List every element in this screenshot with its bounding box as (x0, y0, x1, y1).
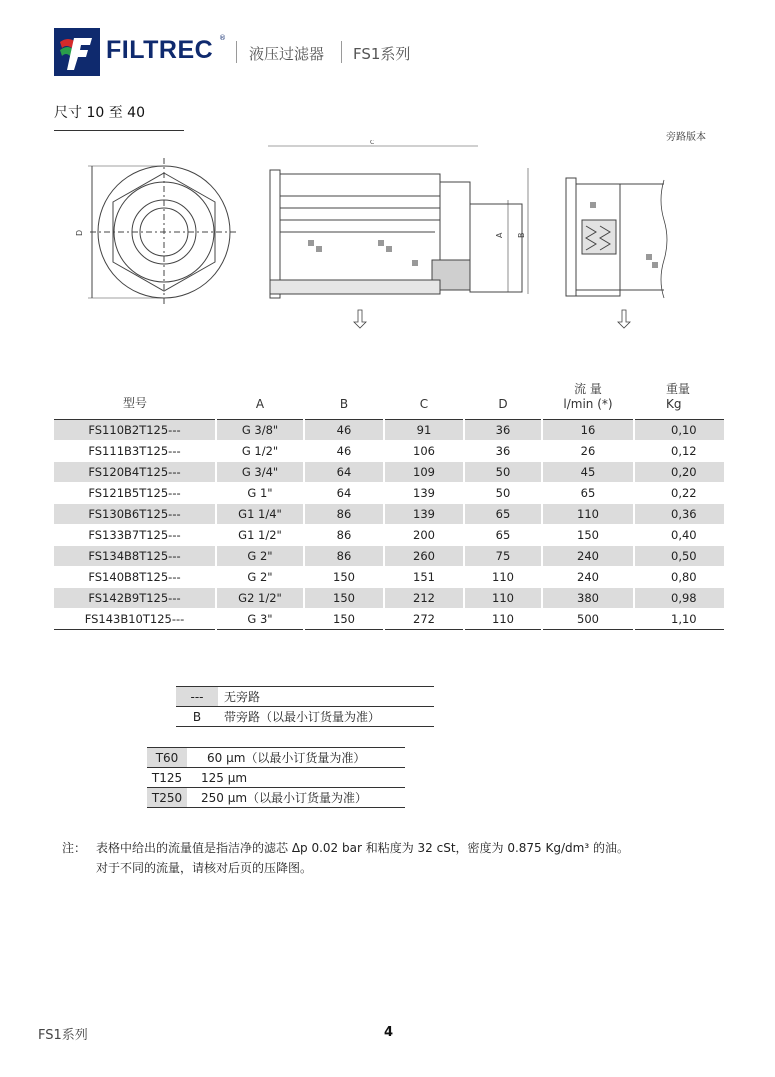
header-divider (236, 41, 237, 63)
cell-flow: 150 (542, 525, 634, 546)
legend-desc: 60 μm（以最小订货量为准） (187, 748, 405, 768)
legend-desc: 125 μm (187, 768, 405, 788)
cell-model: FS111B3T125--- (54, 441, 216, 462)
legend-row (147, 788, 405, 808)
dim-b-label: B (517, 232, 526, 238)
cell-a: G 2" (216, 567, 304, 588)
col-header-d: D (464, 371, 542, 420)
legend-desc: 250 μm（以最小订货量为准） (187, 788, 405, 808)
cell-flow: 16 (542, 420, 634, 441)
footer-series: FS1系列 (38, 1028, 88, 1043)
cell-model: FS134B8T125--- (54, 546, 216, 567)
cell-b: 150 (304, 609, 384, 630)
header-series: FS1系列 (353, 45, 411, 63)
cell-d: 65 (464, 525, 542, 546)
cell-weight: 0,20 (634, 462, 724, 483)
cell-weight: 0,12 (634, 441, 724, 462)
legend-row (176, 707, 434, 727)
cell-c: 106 (384, 441, 464, 462)
cell-b: 64 (304, 483, 384, 504)
table-row (54, 546, 724, 567)
table-row (54, 567, 724, 588)
cell-model: FS140B8T125--- (54, 567, 216, 588)
cell-weight: 0,10 (634, 420, 724, 441)
cell-weight: 0,22 (634, 483, 724, 504)
cell-c: 212 (384, 588, 464, 609)
dim-d-label: D (75, 229, 84, 236)
legend-row (147, 768, 405, 788)
table-row (54, 462, 724, 483)
side-view-drawing (268, 146, 528, 328)
cell-a: G 3/8" (216, 420, 304, 441)
col-header-flow (542, 371, 634, 420)
table-row (54, 588, 724, 609)
legend-desc: 无旁路 (218, 687, 434, 707)
col-header-weight-line2: Kg (666, 397, 682, 411)
section-title: 尺寸 10 至 40 (54, 105, 145, 121)
cell-d: 65 (464, 504, 542, 525)
cell-a: G 3/4" (216, 462, 304, 483)
cell-a: G 2" (216, 546, 304, 567)
cell-a: G 1" (216, 483, 304, 504)
cell-model: FS120B4T125--- (54, 462, 216, 483)
cell-c: 91 (384, 420, 464, 441)
table-row (54, 483, 724, 504)
cell-a: G2 1/2" (216, 588, 304, 609)
filtrec-logo-mark (54, 28, 100, 76)
cell-b: 150 (304, 588, 384, 609)
note-label: 注： (62, 841, 87, 855)
cell-b: 64 (304, 462, 384, 483)
cell-d: 75 (464, 546, 542, 567)
col-header-a: A (216, 371, 304, 420)
legend-code: --- (176, 687, 218, 707)
cell-b: 46 (304, 420, 384, 441)
note-line1: 表格中给出的流量值是指洁净的滤芯 Δp 0.02 bar 和粘度为 32 cSt，密度为 0.875 Kg/dm³ 的油。 (96, 841, 629, 855)
cell-flow: 45 (542, 462, 634, 483)
cell-weight: 1,10 (634, 609, 724, 630)
cell-model: FS110B2T125--- (54, 420, 216, 441)
cell-weight: 0,98 (634, 588, 724, 609)
cell-model: FS142B9T125--- (54, 588, 216, 609)
dim-a-label: A (495, 232, 504, 238)
cell-a: G1 1/2" (216, 525, 304, 546)
cell-c: 272 (384, 609, 464, 630)
cell-b: 86 (304, 504, 384, 525)
cell-a: G 3" (216, 609, 304, 630)
col-header-flow-line2: l/min (*) (563, 397, 613, 411)
dim-c-label: C (370, 140, 375, 146)
col-header-flow-line1: 流 量 (574, 382, 602, 396)
note-line2: 对于不同的流量，请核对后页的压降图。 (96, 861, 313, 875)
cell-model: FS143B10T125--- (54, 609, 216, 630)
cell-d: 110 (464, 588, 542, 609)
cell-flow: 240 (542, 546, 634, 567)
cell-weight: 0,50 (634, 546, 724, 567)
col-header-c: C (384, 371, 464, 420)
cell-flow: 380 (542, 588, 634, 609)
cell-weight: 0,40 (634, 525, 724, 546)
title-underline (54, 130, 184, 131)
legend-row (176, 687, 434, 707)
mesh-legend-table (147, 747, 405, 808)
bypass-detail-drawing (566, 178, 667, 328)
cell-flow: 65 (542, 483, 634, 504)
cell-flow: 240 (542, 567, 634, 588)
legend-code: T60 (147, 748, 187, 768)
col-header-weight-line1: 重量 (666, 382, 691, 396)
table-header-row (54, 371, 724, 420)
cell-flow: 110 (542, 504, 634, 525)
cell-a: G 1/2" (216, 441, 304, 462)
cell-b: 46 (304, 441, 384, 462)
cell-c: 151 (384, 567, 464, 588)
table-row (54, 609, 724, 630)
cell-b: 86 (304, 525, 384, 546)
legend-code: T250 (147, 788, 187, 808)
cell-c: 260 (384, 546, 464, 567)
col-header-weight (634, 371, 724, 420)
front-view-drawing (88, 158, 238, 306)
page-number: 4 (384, 1025, 394, 1040)
cell-c: 200 (384, 525, 464, 546)
cell-d: 50 (464, 462, 542, 483)
col-header-b: B (304, 371, 384, 420)
header-category: 液压过滤器 (249, 45, 325, 63)
cell-weight: 0,80 (634, 567, 724, 588)
cell-d: 110 (464, 609, 542, 630)
bypass-legend-table (176, 686, 434, 727)
cell-model: FS133B7T125--- (54, 525, 216, 546)
table-row (54, 441, 724, 462)
cell-b: 86 (304, 546, 384, 567)
cell-d: 50 (464, 483, 542, 504)
cell-d: 110 (464, 567, 542, 588)
registered-mark: ® (219, 34, 226, 42)
cell-b: 150 (304, 567, 384, 588)
table-row (54, 504, 724, 525)
bypass-version-label: 旁路版本 (666, 132, 706, 143)
brand-name: FILTREC (106, 36, 214, 64)
flow-note (62, 838, 629, 878)
cell-c: 109 (384, 462, 464, 483)
technical-drawing (60, 140, 740, 340)
legend-row (147, 748, 405, 768)
cell-c: 139 (384, 504, 464, 525)
col-header-model: 型号 (54, 371, 216, 420)
table-row (54, 420, 724, 441)
header-divider (341, 41, 342, 63)
cell-flow: 26 (542, 441, 634, 462)
cell-model: FS130B6T125--- (54, 504, 216, 525)
cell-model: FS121B5T125--- (54, 483, 216, 504)
cell-flow: 500 (542, 609, 634, 630)
table-row (54, 525, 724, 546)
legend-code: B (176, 707, 218, 727)
legend-desc: 带旁路（以最小订货量为准） (218, 707, 434, 727)
cell-d: 36 (464, 420, 542, 441)
cell-a: G1 1/4" (216, 504, 304, 525)
legend-code: T125 (147, 768, 187, 788)
cell-weight: 0,36 (634, 504, 724, 525)
dimensions-table (54, 371, 724, 630)
cell-c: 139 (384, 483, 464, 504)
cell-d: 36 (464, 441, 542, 462)
